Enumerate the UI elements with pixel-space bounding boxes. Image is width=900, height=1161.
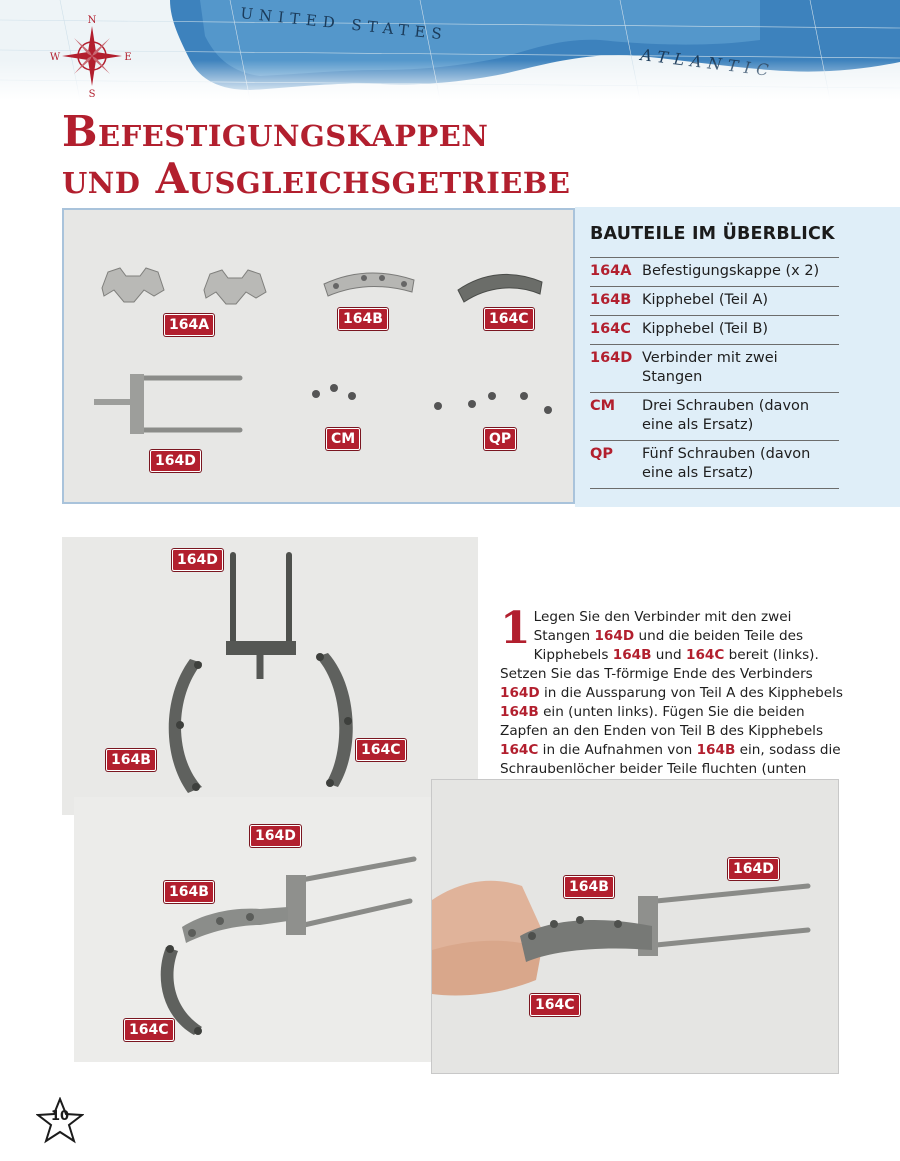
part-ref: 164B [500,703,539,720]
step-photo-assembled [431,779,839,1074]
map-label-united-states: UNITED STATES [239,4,449,44]
part-ref: 164D [594,627,635,644]
part-code: CM [590,398,616,414]
part-ref: 164B [612,646,652,663]
parts-list [590,257,839,489]
part-desc: Fünf Schrauben (davon eine als Ersatz) [642,446,811,481]
svg-text:N: N [87,15,97,26]
step-photo-insert [74,797,434,1062]
tag-164c: 164C [484,308,534,330]
part-desc: Kipphebel (Teil A) [642,292,769,308]
part-ref: 164C [686,646,725,663]
part-ref: 164D [500,684,540,701]
tag-164d: 164D [150,450,201,472]
title-line-2: und Ausgleichsgetriebe [62,154,571,203]
part-ref: 164B [696,741,736,758]
tag-164a: 164A [164,314,214,336]
part-row [590,286,839,315]
tag-164d: 164D [172,549,223,571]
parts-overview-panel [575,207,900,507]
page-number: 10 [50,1109,70,1124]
tag-164b: 164B [564,876,614,898]
svg-text:S: S [88,89,96,100]
svg-text:W: W [49,52,61,63]
step-photo-parts [62,537,478,815]
part-row [590,344,839,392]
tag-164c: 164C [356,739,406,761]
tag-164b: 164B [164,881,214,903]
step-1-text: 1 Legen Sie den Verbinder mit den zwei Stangen 164D und die beiden Teile des Kipphebels 164B und 164C bereit (links). Setzen Sie das T-förmige Ende des Verbinders 164D in die Aussparung von Teil A des Kipphebels 164B ein (unten links). Fügen Sie die beiden Zapfen an den Enden von Teil B des Kipphebels 164C in die Aufnahmen von 164B ein, sodass die Schraubenlöcher beider Teile fluchten (unten [500,602,843,777]
part-code: 164C [590,321,631,337]
tag-qp: QP [484,428,516,450]
tag-164d: 164D [250,825,301,847]
part-row [590,392,839,440]
tag-164d: 164D [728,858,779,880]
parts-heading: BAUTEILE IM ÜBERBLICK [590,224,835,244]
title-line-1: Befestigungskappen [62,107,489,156]
part-row [590,440,839,489]
step-number: 1 [500,602,531,654]
svg-text:E: E [124,52,132,63]
overview-photo [62,208,575,504]
part-ref: 164C [500,741,539,758]
part-row [590,315,839,344]
part-code: 164D [590,350,633,366]
part-desc: Drei Schrauben (davon eine als Ersatz) [642,398,810,433]
map-header [0,0,900,100]
part-code: 164A [590,263,632,279]
part-desc: Verbinder mit zwei Stangen [642,350,778,385]
part-desc: Kipphebel (Teil B) [642,321,769,337]
part-code: QP [590,446,613,462]
part-code: 164B [590,292,632,308]
tag-164c: 164C [530,994,580,1016]
tag-cm: CM [326,428,360,450]
page-title [62,108,570,202]
part-row [590,257,839,286]
tag-164b: 164B [106,749,156,771]
tag-164c: 164C [124,1019,174,1041]
part-desc: Befestigungskappe (x 2) [642,263,820,279]
tag-164b: 164B [338,308,388,330]
